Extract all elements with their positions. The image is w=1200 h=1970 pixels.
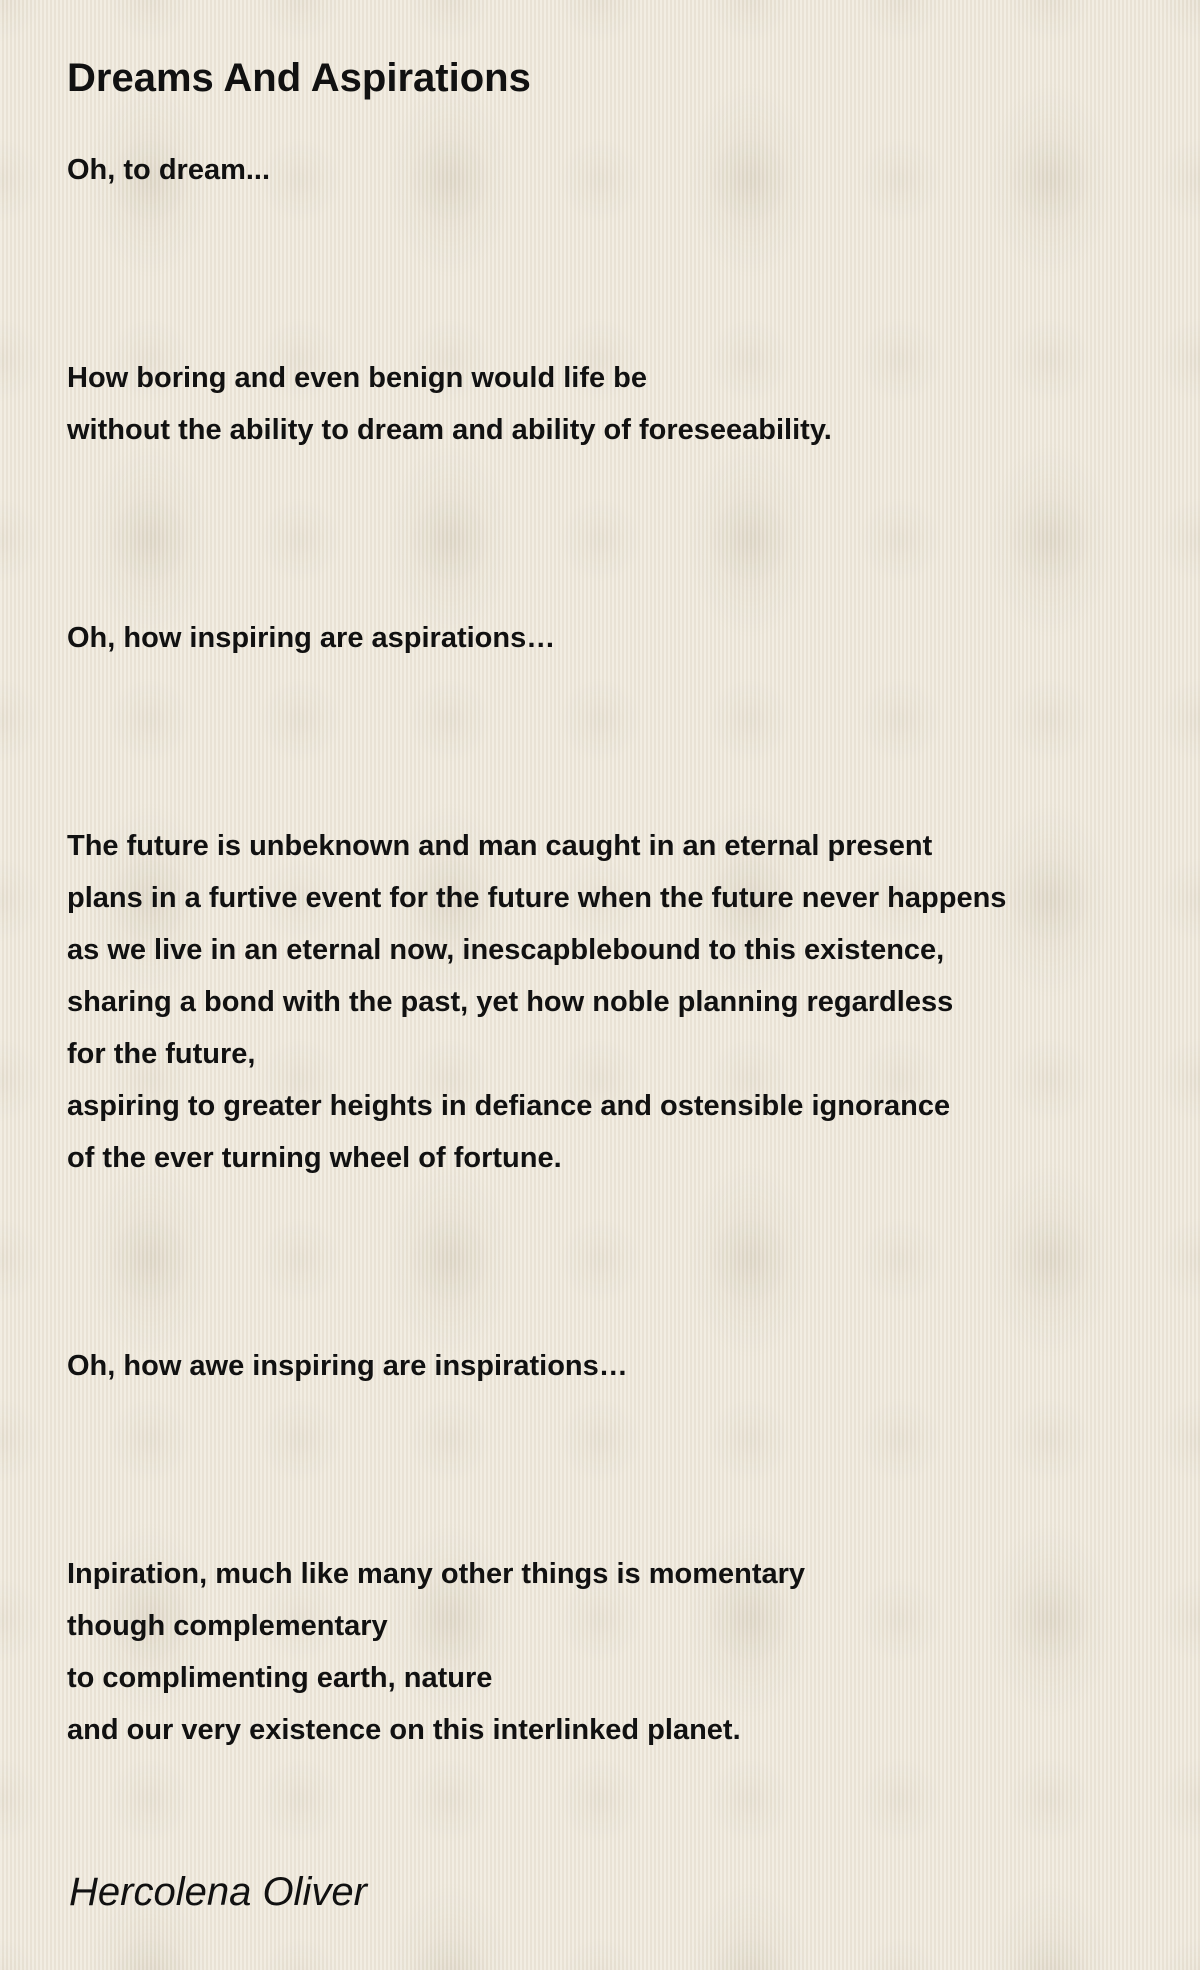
- poem-blank-line: [67, 1444, 1147, 1496]
- poem-body: [67, 144, 1147, 1756]
- poem-line: for the future,: [67, 1038, 256, 1070]
- poem-blank-line: [67, 248, 1147, 300]
- poem-line: Oh, to dream...: [67, 154, 271, 186]
- poem-blank-line: [67, 1496, 1147, 1548]
- poem-blank-line: [67, 1288, 1147, 1340]
- poem-blank-line: [67, 300, 1147, 352]
- poem-blank-line: [67, 768, 1147, 820]
- poem-blank-line: [67, 1236, 1147, 1288]
- poem-line: sharing a bond with the past, yet how noble planning regardless: [67, 986, 954, 1018]
- poem-author: Hercolena Oliver: [69, 1870, 367, 1914]
- poem-line: without the ability to dream and ability of foreseeability.: [67, 414, 832, 446]
- poem-blank-line: [67, 456, 1147, 508]
- poem-line: of the ever turning wheel of fortune.: [67, 1142, 562, 1174]
- poem-line: The future is unbeknown and man caught in an eternal present: [67, 830, 933, 862]
- poem-line: Inpiration, much like many other things is momentary: [67, 1558, 806, 1590]
- poem-line: Oh, how inspiring are aspirations…: [67, 622, 556, 654]
- poem-line: Oh, how awe inspiring are inspirations…: [67, 1350, 628, 1382]
- poem-line: as we live in an eternal now, inescapblebound to this existence,: [67, 934, 945, 966]
- poem-blank-line: [67, 560, 1147, 612]
- poem-line: How boring and even benign would life be: [67, 362, 648, 394]
- poem-blank-line: [67, 196, 1147, 248]
- poem-blank-line: [67, 1392, 1147, 1444]
- poem-blank-line: [67, 664, 1147, 716]
- poem-line: though complementary: [67, 1610, 388, 1642]
- poem-line: aspiring to greater heights in defiance and ostensible ignorance: [67, 1090, 951, 1122]
- poem-title: Dreams And Aspirations: [67, 56, 531, 100]
- poem-line: to complimenting earth, nature: [67, 1662, 493, 1694]
- poem-blank-line: [67, 716, 1147, 768]
- poem-line: and our very existence on this interlinked planet.: [67, 1714, 741, 1746]
- poem-container: [67, 48, 1147, 1756]
- poem-line: plans in a furtive event for the future when the future never happens: [67, 882, 1007, 914]
- poem-blank-line: [67, 508, 1147, 560]
- poem-blank-line: [67, 1184, 1147, 1236]
